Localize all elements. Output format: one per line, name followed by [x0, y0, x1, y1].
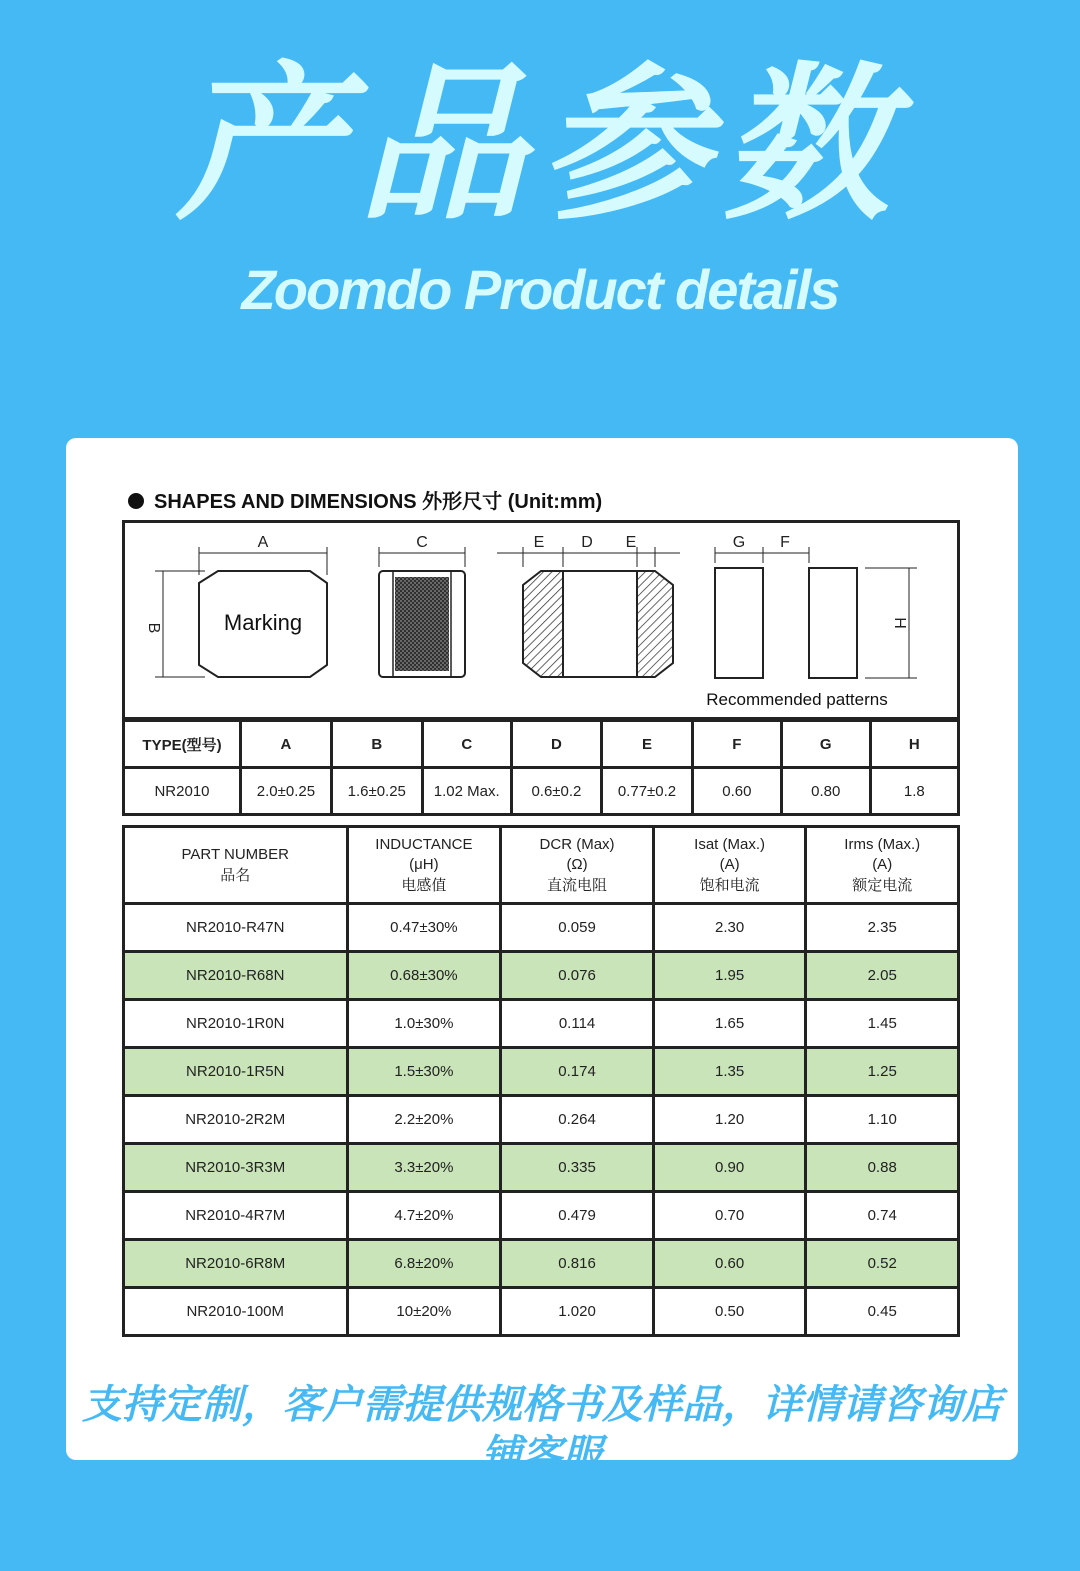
- dim-cell: 0.77±0.2: [602, 768, 693, 815]
- dim-header: G: [781, 721, 870, 768]
- dimensions-header-row: [124, 721, 959, 768]
- table-cell: 1.95: [653, 952, 806, 1000]
- table-cell: 0.74: [806, 1192, 959, 1240]
- table-cell: NR2010-1R5N: [124, 1048, 348, 1096]
- dim-header: E: [602, 721, 693, 768]
- dim-cell: 1.6±0.25: [331, 768, 422, 815]
- dim-cell: 0.80: [781, 768, 870, 815]
- dim-label-b: B: [145, 622, 162, 634]
- section-heading: [128, 488, 602, 516]
- spec-header-zh: 饱和电流: [699, 876, 760, 894]
- dimensions-value-row: [124, 768, 959, 815]
- table-cell: 4.7±20%: [347, 1192, 501, 1240]
- spec-header-unit: (A): [872, 856, 893, 873]
- table-cell: 10±20%: [347, 1288, 501, 1336]
- table-cell: 0.70: [653, 1192, 806, 1240]
- spec-header-part-number: [124, 827, 348, 904]
- dim-label-g: G: [732, 534, 746, 551]
- dim-label-e-right: E: [625, 534, 637, 551]
- table-row: [124, 1192, 959, 1240]
- table-cell: NR2010-1R0N: [124, 1000, 348, 1048]
- section-heading-text: SHAPES AND DIMENSIONS 外形尺寸 (Unit:mm): [154, 491, 603, 513]
- table-row: [124, 1240, 959, 1288]
- spec-header-en: Irms (Max.): [844, 836, 921, 853]
- dim-cell: 0.6±0.2: [511, 768, 601, 815]
- dim-header: TYPE(型号): [124, 721, 241, 768]
- spec-header-unit: (Ω): [566, 856, 588, 873]
- table-cell: 2.35: [806, 904, 959, 952]
- spec-header-zh: 品名: [220, 866, 251, 884]
- dim-header: A: [241, 721, 332, 768]
- table-cell: 1.45: [806, 1000, 959, 1048]
- dim-cell: 1.02 Max.: [422, 768, 511, 815]
- table-row: [124, 1144, 959, 1192]
- dim-label-d: D: [581, 534, 593, 551]
- dim-header: B: [331, 721, 422, 768]
- table-cell: 0.174: [501, 1048, 654, 1096]
- spec-table-body: [124, 904, 959, 1336]
- dim-header: D: [511, 721, 601, 768]
- table-cell: NR2010-4R7M: [124, 1192, 348, 1240]
- table-row: [124, 1000, 959, 1048]
- dim-label-a: A: [257, 534, 269, 551]
- table-cell: 0.816: [501, 1240, 654, 1288]
- spec-header-inductance: [347, 827, 501, 904]
- table-cell: 3.3±20%: [347, 1144, 501, 1192]
- dimension-diagram: [122, 520, 960, 720]
- table-cell: 2.05: [806, 952, 959, 1000]
- table-cell: 2.2±20%: [347, 1096, 501, 1144]
- recommended-pattern: [706, 534, 917, 709]
- product-card: [66, 438, 1018, 1478]
- table-cell: 0.45: [806, 1288, 959, 1336]
- spec-header-en: INDUCTANCE: [375, 836, 473, 853]
- spec-header-row: [124, 827, 959, 904]
- dim-label-e-left: E: [533, 534, 545, 551]
- table-row: [124, 1288, 959, 1336]
- side-view-c: [379, 534, 465, 677]
- table-cell: 0.50: [653, 1288, 806, 1336]
- dim-header: C: [422, 721, 511, 768]
- table-row: [124, 904, 959, 952]
- page-title: 产品参数: [176, 47, 904, 243]
- spec-header-zh: 电感值: [401, 876, 447, 894]
- table-row: [124, 1048, 959, 1096]
- table-cell: 1.65: [653, 1000, 806, 1048]
- table-cell: 0.114: [501, 1000, 654, 1048]
- table-cell: 0.68±30%: [347, 952, 501, 1000]
- table-cell: 0.90: [653, 1144, 806, 1192]
- section-view: [497, 534, 680, 677]
- table-cell: 0.52: [806, 1240, 959, 1288]
- dim-cell: NR2010: [124, 768, 241, 815]
- table-cell: 0.88: [806, 1144, 959, 1192]
- table-cell: NR2010-100M: [124, 1288, 348, 1336]
- table-cell: 6.8±20%: [347, 1240, 501, 1288]
- table-cell: NR2010-6R8M: [124, 1240, 348, 1288]
- spec-header-zh: 直流电阻: [547, 876, 608, 894]
- footer-note: 支持定制，客户需提供规格书及样品，详情请咨询店铺客服: [82, 1382, 1002, 1478]
- dim-header: F: [692, 721, 781, 768]
- table-row: [124, 952, 959, 1000]
- spec-header-en: DCR (Max): [539, 836, 615, 853]
- table-cell: 2.30: [653, 904, 806, 952]
- table-cell: 0.479: [501, 1192, 654, 1240]
- table-cell: 0.059: [501, 904, 654, 952]
- table-cell: 0.335: [501, 1144, 654, 1192]
- table-cell: NR2010-R47N: [124, 904, 348, 952]
- marking-label: Marking: [223, 610, 303, 635]
- dimension-drawing: [125, 523, 963, 723]
- dim-cell: 1.8: [870, 768, 958, 815]
- spec-header-isat: [653, 827, 806, 904]
- table-cell: 1.20: [653, 1096, 806, 1144]
- table-cell: NR2010-R68N: [124, 952, 348, 1000]
- table-cell: 1.0±30%: [347, 1000, 501, 1048]
- table-cell: 1.10: [806, 1096, 959, 1144]
- spec-header-dcr: [501, 827, 654, 904]
- spec-header-en: PART NUMBER: [181, 846, 290, 863]
- spec-table: [122, 825, 960, 1337]
- table-cell: 1.25: [806, 1048, 959, 1096]
- dim-cell: 2.0±0.25: [241, 768, 332, 815]
- table-cell: 1.020: [501, 1288, 654, 1336]
- table-cell: 0.60: [653, 1240, 806, 1288]
- dim-label-f: F: [780, 534, 790, 551]
- patterns-label: Recommended patterns: [706, 690, 888, 709]
- dim-label-c: C: [416, 534, 428, 551]
- table-row: [124, 1096, 959, 1144]
- spec-header-en: Isat (Max.): [694, 836, 766, 853]
- top-view: [145, 534, 327, 677]
- dim-label-h: H: [891, 617, 908, 629]
- dim-cell: 0.60: [692, 768, 781, 815]
- spec-header-zh: 额定电流: [852, 876, 913, 894]
- table-cell: NR2010-2R2M: [124, 1096, 348, 1144]
- table-cell: 1.5±30%: [347, 1048, 501, 1096]
- spec-header-unit: (μH): [409, 856, 439, 873]
- page-subtitle: Zoomdo Product details: [241, 258, 839, 321]
- table-cell: NR2010-3R3M: [124, 1144, 348, 1192]
- table-cell: 0.47±30%: [347, 904, 501, 952]
- spec-header-irms: [806, 827, 959, 904]
- dim-header: H: [870, 721, 958, 768]
- dimensions-table: [122, 719, 960, 816]
- table-cell: 1.35: [653, 1048, 806, 1096]
- spec-header-unit: (A): [719, 856, 740, 873]
- table-cell: 0.264: [501, 1096, 654, 1144]
- bullet-icon: [128, 493, 144, 509]
- table-cell: 0.076: [501, 952, 654, 1000]
